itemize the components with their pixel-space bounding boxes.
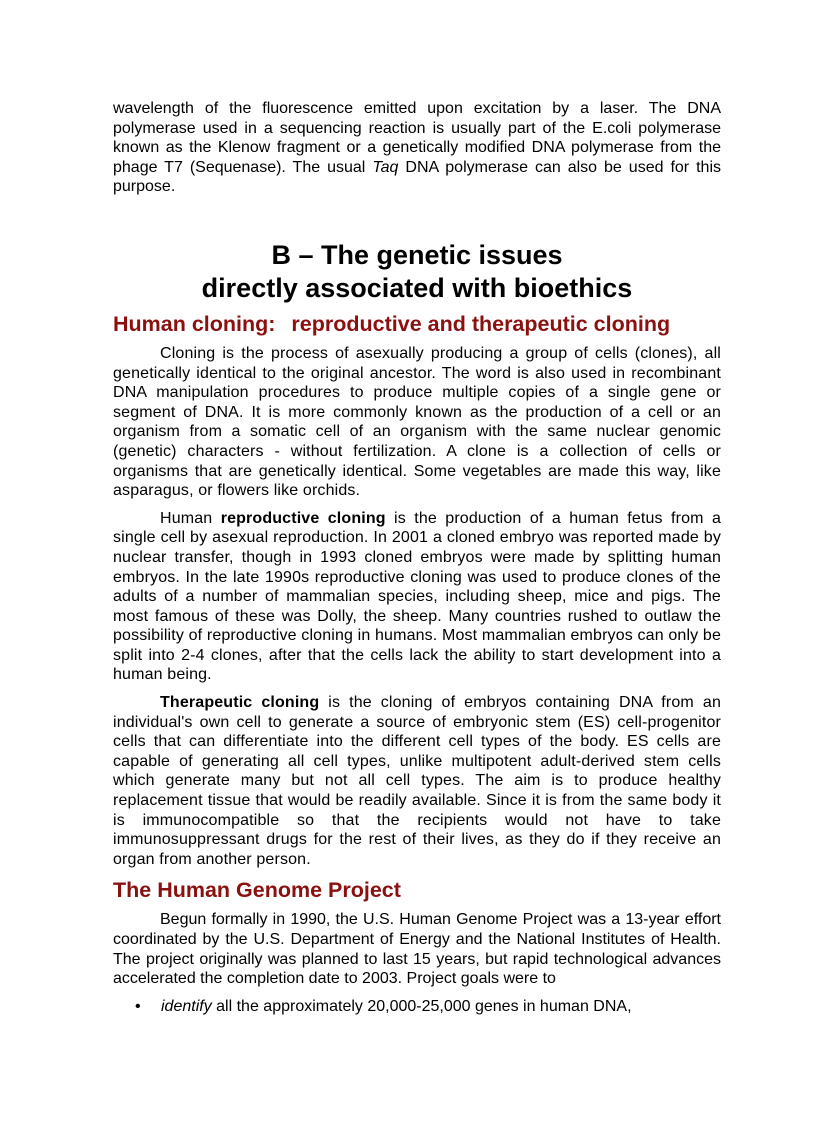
human-genome-project-heading: The Human Genome Project [113, 878, 401, 903]
cloning-paragraph-1: Cloning is the process of asexually producing a group of cells (clones), all genetically identical to the original ancestor. The word is also used in recombinant DNA manipulation procedures to produce multiple copies of a single gene or segment of DNA. It is more commonly known as the production of a cell or an organism from a somatic cell of an organism with the same nuclear genomic (genetic) characters - without fertilization. A clone is a collection of cells or organisms that are genetically identical. Some vegetables are made this way, like asparagus, or flowers like orchids. [113, 344, 721, 500]
section-title [113, 239, 721, 305]
section-title-line2: directly associated with bioethics [201, 272, 633, 303]
genome-paragraph: Begun formally in 1990, the U.S. Human Genome Project was a 13-year effort coordinated by the U.S. Department of Energy and the National Institutes of Health. The project originally was planned to last 15 years, but rapid technological advances accelerated the completion date to 2003. Project goals were to [113, 911, 721, 988]
section-title-line1: B – The genetic issues [271, 239, 563, 270]
cloning-paragraph-2 [113, 509, 721, 685]
goal-verb: identify [161, 997, 212, 1015]
project-goals-list [113, 997, 721, 1017]
human-cloning-heading-suffix: reproductive and therapeutic cloning [291, 311, 671, 336]
human-cloning-heading-prefix: Human cloning: [113, 311, 276, 336]
cloning-paragraph-3-text: is the cloning of embryos containing DNA from an individual's own cell to generate a source of embryonic stem (ES) cell-progenitor cells that can differentiate into the different cell types of the body. ES cells are capable of generating all cell types, unlike multipotent adult-derived stem cells which generate many but not all cell types. The aim is to produce healthy replacement tissue that would be readily available. Since it is from the same body it is immunocompatible so that the recipients would not have to take immunosuppressant drugs for the rest of their lives, as they do if they receive an organ from another person. [113, 694, 721, 868]
cloning-paragraph-2-text: is the production of a human fetus from a single cell by asexual reproduction. In 2001 a cloned embryo was reported made by nuclear transfer, though in 1993 cloned embryos were made by splitting human embryos. In the late 1990s reproductive cloning was used to produce clones of the adults of a number of mammalian species, including sheep, mice and pigs. The most famous of these was Dolly, the sheep. Many countries rushed to outlaw the possibility of reproductive cloning in humans. Most mammalian embryos can only be split into 2-4 clones, after that the cells lack the ability to start development into a human being. [113, 509, 721, 684]
intro-text-end: DNA polymerase can also be used for this purpose. [113, 158, 722, 196]
therapeutic-cloning-term: Therapeutic cloning [160, 694, 320, 712]
bullet-icon: • [135, 997, 141, 1015]
reproductive-cloning-term: reproductive cloning [220, 509, 386, 527]
intro-text: wavelength of the fluorescence emitted upon excitation by a laser. The DNA polymerase used in a sequencing reaction is usually part of the E.coli polymerase known as the Klenow fragment or a genetically modified DNA polymerase from the phage T7 (Sequenase). The usual [113, 100, 721, 176]
goal-text: all the approximately 20,000-25,000 genes in human DNA, [211, 997, 632, 1015]
document-page [113, 99, 721, 1016]
cloning-paragraph-2-lead: Human [160, 509, 221, 527]
human-cloning-heading [113, 311, 721, 338]
intro-paragraph [113, 99, 721, 197]
taq-italic: Taq [372, 158, 399, 176]
cloning-paragraph-3 [113, 693, 721, 869]
list-item [113, 997, 721, 1017]
